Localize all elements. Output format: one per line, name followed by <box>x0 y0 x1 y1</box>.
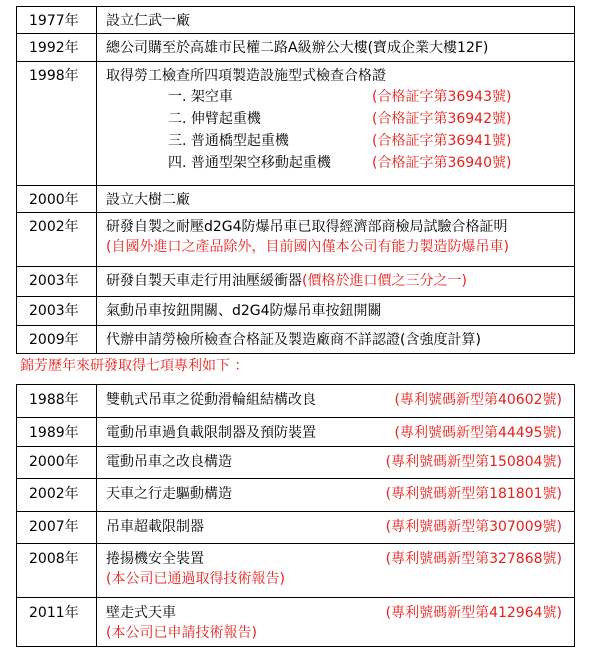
patent-number: (專利號碼新型第327868號) <box>385 551 562 567</box>
year-cell: 2007年 <box>17 512 97 544</box>
year-cell: 2003年 <box>17 267 97 297</box>
year-cell: 2003年 <box>17 297 97 326</box>
table-row <box>17 447 575 479</box>
patent-table <box>16 384 575 647</box>
year-cell: 1989年 <box>17 418 97 447</box>
patent-name: 壁走式天車 <box>106 605 176 621</box>
description-cell: 設立仁武一廠 <box>97 7 575 34</box>
table-row <box>17 544 575 598</box>
equipment-label: 二. 伸臂起重機 <box>168 111 261 127</box>
table-row <box>17 326 575 354</box>
patent-name: 天車之行走驅動構造 <box>106 486 232 502</box>
description-cell <box>97 62 575 186</box>
history-table <box>16 6 575 354</box>
year-cell: 2009年 <box>17 326 97 354</box>
year-cell: 1992年 <box>17 34 97 62</box>
patent-name: 雙軌式吊車之從動滑輪組結構改良 <box>106 392 316 408</box>
year-cell: 1998年 <box>17 62 97 186</box>
certificate-number: (合格証字第36941號) <box>372 133 512 149</box>
patent-number: (專利號碼新型第181801號) <box>385 486 562 502</box>
description-cell: 總公司購至於高雄市民權二路A級辦公大樓(寶成企業大樓12F) <box>97 34 575 62</box>
patent-cell <box>97 598 575 647</box>
patent-number: (專利號碼新型第44495號) <box>394 425 562 441</box>
table-row <box>17 297 575 326</box>
year-cell: 2000年 <box>17 186 97 213</box>
year-cell: 2000年 <box>17 447 97 479</box>
table-row <box>17 62 575 186</box>
list-item <box>106 108 574 130</box>
description-text: 研發自製天車走行用油壓緩衝器 <box>106 273 302 289</box>
description-cell: 設立大樹二廠 <box>97 186 575 213</box>
equipment-label: 三. 普通橋型起重機 <box>168 133 289 149</box>
equipment-label: 一. 架空車 <box>168 89 233 105</box>
year-cell: 2002年 <box>17 479 97 512</box>
patent-cell <box>97 512 575 544</box>
patent-number: (專利號碼新型第307009號) <box>385 519 562 535</box>
certificate-number: (合格証字第36942號) <box>372 111 512 127</box>
patent-name: 電動吊車過負載限制器及預防裝置 <box>106 425 316 441</box>
table-row <box>17 34 575 62</box>
certificate-number: (合格証字第36943號) <box>372 89 512 105</box>
section-heading: 錦芳歷年來研發取得七項專利如下 ： <box>20 358 249 374</box>
table-row <box>17 418 575 447</box>
description-cell: 代辦申請勞檢所檢查合格証及製造廠商不詳認證(含強度計算) <box>97 326 575 354</box>
patent-number: (專利號碼新型第150804號) <box>385 454 562 470</box>
patent-cell <box>97 447 575 479</box>
note-text: (價格於進口價之三分之一) <box>302 273 467 289</box>
certificate-number: (合格証字第36940號) <box>372 155 512 171</box>
table-row <box>17 385 575 418</box>
patent-cell <box>97 418 575 447</box>
description-cell <box>97 267 575 297</box>
note-text: (自國外進口之產品除外，目前國內僅本公司有能力製造防爆吊車) <box>106 239 509 255</box>
patent-cell <box>97 385 575 418</box>
year-cell: 2002年 <box>17 213 97 267</box>
year-cell: 1977年 <box>17 7 97 34</box>
patent-name: 電動吊車之改良構造 <box>106 454 232 470</box>
equipment-label: 四. 普通型架空移動起重機 <box>168 155 331 171</box>
table-row <box>17 7 575 34</box>
patent-cell <box>97 479 575 512</box>
description-text: 研發自製之耐壓d2G4防爆吊車已取得經濟部商檢局試驗合格証明 <box>106 219 508 235</box>
table-row <box>17 213 575 267</box>
list-item <box>106 86 574 108</box>
table-row <box>17 267 575 297</box>
table-row <box>17 479 575 512</box>
note-text: (本公司已申請技術報告) <box>106 625 257 641</box>
list-item <box>106 130 574 152</box>
year-cell: 2008年 <box>17 544 97 598</box>
description-cell <box>97 213 575 267</box>
table-row <box>17 598 575 647</box>
patent-name: 吊車超載限制器 <box>106 519 204 535</box>
list-item <box>106 152 574 174</box>
table-row <box>17 186 575 213</box>
note-text: (本公司已通過取得技術報告) <box>106 571 285 587</box>
patent-name: 捲揚機安全裝置 <box>106 551 204 567</box>
description-cell: 氣動吊車按鈕開關、d2G4防爆吊車按鈕開關 <box>97 297 575 326</box>
patent-number: (專利號碼新型第412964號) <box>385 605 562 621</box>
year-cell: 1988年 <box>17 385 97 418</box>
patent-number: (專利號碼新型第40602號) <box>394 392 562 408</box>
year-cell: 2011年 <box>17 598 97 647</box>
table-row <box>17 512 575 544</box>
patent-cell <box>97 544 575 598</box>
certificate-intro: 取得勞工檢查所四項製造設施型式檢查合格證 <box>106 68 386 84</box>
